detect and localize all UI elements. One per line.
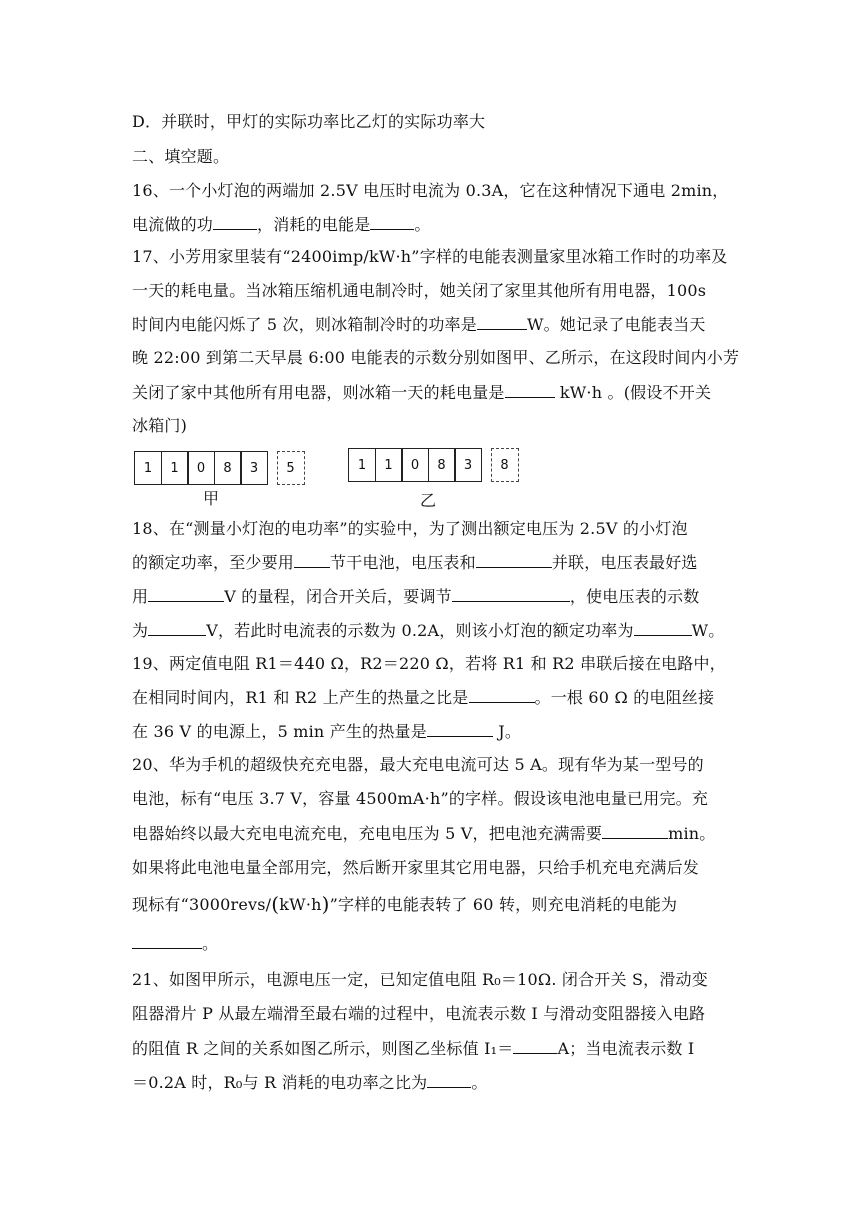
q16-blank-energy[interactable]: [370, 213, 414, 230]
meter-yi-decimal-digit: 8: [491, 448, 519, 482]
meter-yi: [348, 448, 517, 482]
q17-line-5: 关闭了家中其他所有用电器，则冰箱一天的耗电量是 kW·h 。(假设不开关: [132, 383, 712, 402]
q20-line-5: 现标有“3000revs/(kW·h)”字样的电能表转了 60 转，则充电消耗的电能为: [132, 892, 678, 916]
meter-yi-digit: 3: [454, 448, 482, 482]
q18-line-2: 的额定功率，至少要用 节干电池，电压表和 并联，电压表最好选: [132, 553, 698, 572]
meter-jia-digit: 8: [214, 451, 242, 485]
q17-line-6: 冰箱门): [132, 416, 188, 435]
meter-yi-digit: 0: [401, 448, 429, 482]
meter-jia-caption: 甲: [203, 489, 220, 508]
q17-line-3: 时间内电能闪烁了 5 次，则冰箱制冷时的功率是 W。她记录了电能表当天: [132, 315, 706, 334]
q21-line-4: ＝0.2A 时，R₀与 R 消耗的电功率之比为 。: [132, 1073, 488, 1092]
meter-jia-digit: 1: [161, 451, 189, 485]
q20-line-1: 20、华为手机的超级快充充电器，最大充电电流可达 5 A。现有华为某一型号的: [132, 755, 704, 774]
q21-line-1: 21、如图甲所示，电源电压一定，已知定值电阻 R₀＝10Ω. 闭合开关 S，滑动变: [132, 970, 708, 989]
q17-blank-energy[interactable]: [505, 381, 555, 398]
q21-line-2: 阻器滑片 P 从最左端滑至最右端的过程中，电流表示数 I 与滑动变阻器接入电路: [132, 1004, 706, 1023]
q21-blank-current[interactable]: [513, 1037, 557, 1054]
q18-line-1: 18、在“测量小灯泡的电功率”的实验中，为了测出额定电压为 2.5V 的小灯泡: [132, 519, 688, 538]
q20-line-4: 如果将此电池电量全部用完，然后断开家里其它用电器，只给手机充电充满后发: [132, 858, 700, 877]
q19-blank-ratio[interactable]: [469, 686, 535, 703]
q21-blank-ratio[interactable]: [427, 1071, 471, 1088]
q18-blank-voltage[interactable]: [148, 619, 206, 636]
meter-yi-digit: 1: [348, 448, 376, 482]
meter-yi-digit: 8: [428, 448, 456, 482]
meter-jia: [134, 451, 303, 485]
meter-jia-digit: 1: [134, 451, 162, 485]
meter-yi-caption: 乙: [420, 491, 437, 510]
q19-line-2: 在相同时间内，R1 和 R2 上产生的热量之比是 。一根 60 Ω 的电阻丝接: [132, 688, 715, 707]
q17-line-1: 17、小芳用家里装有“2400imp/kW·h”字样的电能表测量家里冰箱工作时的功率及: [132, 247, 728, 266]
q18-blank-power[interactable]: [634, 619, 692, 636]
meter-yi-digit: 1: [375, 448, 403, 482]
q17-line-2: 一天的耗电量。当冰箱压缩机通电制冷时，她关闭了家里其他所有用电器，100s: [132, 281, 707, 300]
q20-blank-energy[interactable]: [132, 932, 202, 949]
q17-line-4: 晚 22:00 到第二天早晨 6:00 电能表的示数分别如图甲、乙所示，在这段时间内小芳: [132, 348, 740, 367]
q19-blank-heat[interactable]: [427, 720, 493, 737]
meter-jia-digit: 3: [240, 451, 268, 485]
q18-line-3: 用 V 的量程，闭合开关后，要调节 ，使电压表的示数: [132, 587, 700, 606]
q19-line-3: 在 36 V 的电源上，5 min 产生的热量是 J。: [132, 722, 522, 741]
section-heading-fill-blank: 二、填空题。: [132, 147, 230, 166]
q20-line-3: 电器始终以最大充电电流充电，充电电压为 5 V，把电池充满需要 min。: [132, 824, 716, 843]
q19-line-1: 19、两定值电阻 R1＝440 Ω，R2＝220 Ω，若将 R1 和 R2 串联后接在电路中，: [132, 654, 726, 673]
q18-blank-adjust[interactable]: [452, 585, 570, 602]
q18-blank-range[interactable]: [148, 585, 224, 602]
q16-blank-work[interactable]: [213, 213, 257, 230]
q18-line-4: 为 V，若此时电流表的示数为 0.2A，则该小灯泡的额定功率为 W。: [132, 621, 725, 640]
q20-blank-time[interactable]: [602, 822, 668, 839]
q17-blank-power[interactable]: [477, 313, 527, 330]
meter-jia-decimal-digit: 5: [277, 451, 305, 485]
q21-line-3: 的阻值 R 之间的关系如图乙所示，则图乙坐标值 I₁＝ A；当电流表示数 I: [132, 1039, 695, 1058]
q16-line-2: 电流做的功 ，消耗的电能是 。: [132, 215, 431, 234]
option-d: D．并联时，甲灯的实际功率比乙灯的实际功率大: [132, 112, 486, 131]
q18-blank-batteries[interactable]: [294, 551, 330, 568]
q20-line-6: 。: [132, 932, 218, 955]
meter-jia-digit: 0: [187, 451, 215, 485]
q18-blank-parallel[interactable]: [476, 551, 552, 568]
q16-line-1: 16、一个小灯泡的两端加 2.5V 电压时电流为 0.3A，它在这种情况下通电 2min，: [132, 181, 729, 200]
q20-line-2: 电池，标有“电压 3.7 V，容量 4500mA·h”的字样。假设该电池电量已用完。充: [132, 789, 709, 808]
